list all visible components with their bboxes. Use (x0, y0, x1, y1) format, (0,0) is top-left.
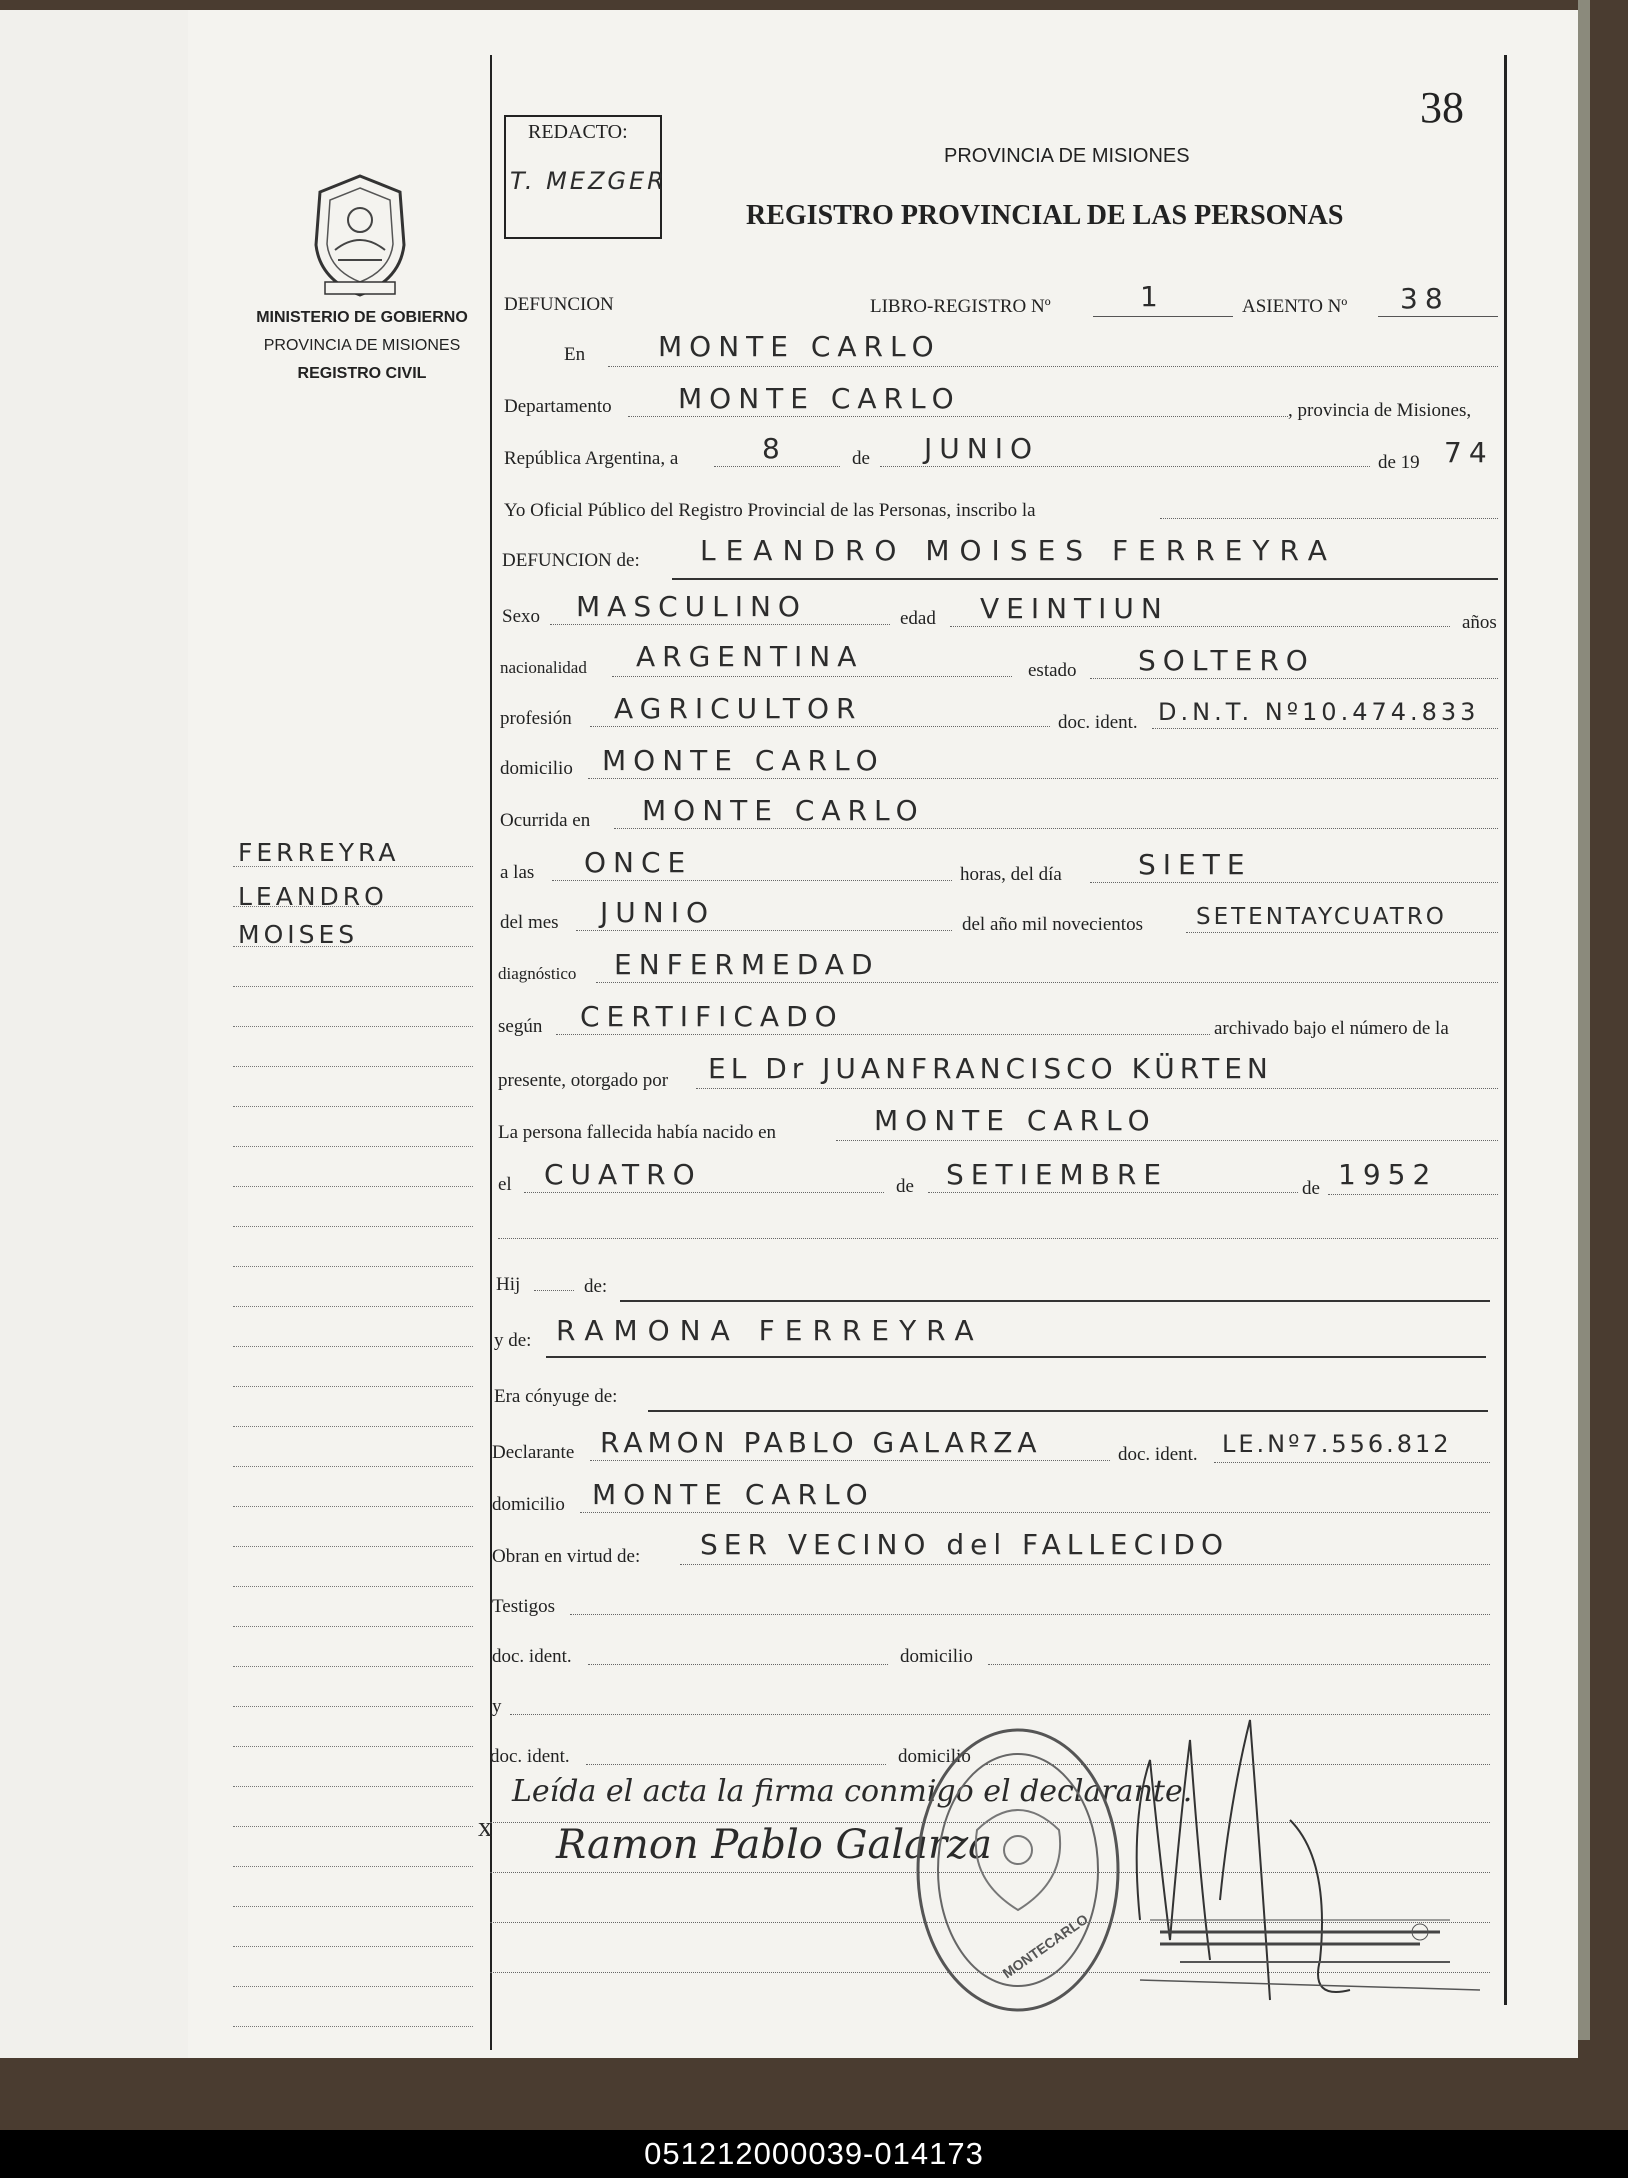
yde-value: RAMONA FERREYRA (556, 1314, 984, 1347)
el-value: CUATRO (544, 1158, 702, 1191)
provincial-seal-icon (300, 170, 420, 300)
doc-ident-value: D.N.T. Nº10.474.833 (1158, 698, 1480, 726)
margin-rule-line (233, 1266, 473, 1267)
de19-label: de 19 (1378, 452, 1420, 473)
sexo-label: Sexo (502, 606, 540, 627)
edad-value: VEINTIUN (980, 592, 1169, 625)
asiento-value: 38 (1400, 282, 1450, 315)
profesion-label: profesión (500, 708, 572, 729)
doc-ident2-label: doc. ident. (492, 1646, 572, 1667)
libro-value: 1 (1140, 280, 1165, 313)
de3-value: 1952 (1338, 1158, 1438, 1191)
departamento-label: Departamento (504, 396, 612, 417)
margin-rule-line (233, 1146, 473, 1147)
a-las-value: ONCE (584, 846, 693, 879)
margin-rule-line (233, 1346, 473, 1347)
nacido-label: La persona fallecida había nacido en (498, 1122, 776, 1143)
defuncion-de-label: DEFUNCION de: (502, 550, 640, 571)
archivado-label: archivado bajo el número de la (1214, 1018, 1449, 1039)
margin-rule-line (233, 1866, 473, 1867)
nacionalidad-value: ARGENTINA (636, 640, 864, 673)
margin-rule-line (233, 1386, 473, 1387)
margin-rule-line (233, 1546, 473, 1547)
sexo-value: MASCULINO (576, 590, 807, 623)
mark-x-icon: x (478, 1812, 492, 1843)
ministerio-line-1: MINISTERIO DE GOBIERNO (256, 309, 468, 326)
domicilio3-label: domicilio (898, 1746, 971, 1767)
domicilio-label: domicilio (500, 758, 573, 779)
scan-id-text: 051212000039-014173 (644, 2136, 984, 2171)
de3-label: de (1302, 1178, 1320, 1199)
defuncion-title: DEFUNCION (504, 294, 614, 315)
domicilio2-label: domicilio (900, 1646, 973, 1667)
margin-note-line-3: MOISES (238, 920, 359, 949)
conyuge-label: Era cónyuge de: (494, 1386, 618, 1407)
ministerio-line-3: REGISTRO CIVIL (297, 365, 427, 382)
right-rule (1504, 55, 1507, 2005)
redacto-box (504, 115, 667, 239)
margin-rule-line (233, 1506, 473, 1507)
edad-label: edad (900, 608, 936, 629)
margin-rule-line (233, 1706, 473, 1707)
margin-rule-line (233, 1666, 473, 1667)
ocurrida-label: Ocurrida en (500, 810, 591, 831)
defuncion-de-value: LEANDRO MOISES FERREYRA (700, 534, 1337, 567)
ocurrida-value: MONTE CARLO (642, 794, 925, 827)
libro-label: LIBRO-REGISTRO Nº (870, 296, 1051, 317)
declarante-value: RAMON PABLO GALARZA (600, 1426, 1042, 1459)
presente-label: presente, otorgado por (498, 1070, 669, 1091)
margin-rule-line (233, 946, 473, 947)
de2-label: de (896, 1176, 914, 1197)
margin-rule-line (233, 1426, 473, 1427)
anio-value: 74 (1444, 436, 1494, 469)
scan-id-bar (0, 2130, 1628, 2178)
profesion-value: AGRICULTOR (614, 692, 863, 725)
obran-label: Obran en virtud de: (492, 1546, 641, 1567)
margin-rule-line (233, 1106, 473, 1107)
margin-rule-line (233, 1826, 473, 1827)
ministerio-block (232, 304, 492, 388)
el-label: el (498, 1174, 512, 1195)
a-las-label: a las (500, 862, 535, 883)
margin-rule-line (233, 1026, 473, 1027)
domicilio-value: MONTE CARLO (602, 744, 885, 777)
margin-note-line-1: FERREYRA (238, 838, 400, 867)
yde-label: y de: (494, 1330, 532, 1351)
margin-rule-line (233, 1586, 473, 1587)
hij-label: Hij (496, 1274, 521, 1295)
left-page (0, 10, 190, 2058)
margin-note-line-2: LEANDRO (238, 882, 388, 911)
margin-rule-line (233, 2026, 473, 2027)
en-label: En (564, 344, 586, 365)
margin-rule-line (233, 1946, 473, 1947)
margin-rule-line (233, 1466, 473, 1467)
presente-value: EL Dr JUANFRANCISCO KÜRTEN (708, 1052, 1273, 1085)
doc-ident-label: doc. ident. (1058, 712, 1138, 733)
margin-rule-line (233, 1066, 473, 1067)
nacido-value: MONTE CARLO (874, 1104, 1157, 1137)
diagnostico-value: ENFERMEDAD (614, 948, 880, 981)
margin-rule-line (233, 906, 473, 907)
del-mes-label: del mes (500, 912, 559, 933)
de2-value: SETIEMBRE (946, 1158, 1169, 1191)
redacto-name: T. MEZGER (510, 167, 667, 195)
en-value: MONTE CARLO (658, 330, 941, 363)
del-anio-value: SETENTAYCUATRO (1196, 904, 1447, 930)
de-label: de (852, 448, 870, 469)
diagnostico-label: diagnóstico (498, 964, 577, 983)
declarante-doc-label: doc. ident. (1118, 1444, 1198, 1465)
segun-label: según (498, 1016, 543, 1037)
official-stamp (907, 1720, 1129, 2020)
book-edge (1578, 0, 1590, 2040)
margin-rule-line (233, 1906, 473, 1907)
hij-de-label: de: (584, 1276, 608, 1297)
margin-rule-line (233, 1226, 473, 1227)
obran-value: SER VECINO del FALLECIDO (700, 1528, 1230, 1561)
republica-label: República Argentina, a (504, 448, 679, 469)
margin-rule-line (233, 1626, 473, 1627)
asiento-label: ASIENTO Nº (1242, 296, 1348, 317)
anos-label: años (1462, 612, 1497, 633)
handwritten-closing-note: Leída el acta la firma conmigo el declarante. (512, 1774, 1193, 1809)
margin-rule-line (233, 866, 473, 867)
estado-label: estado (1028, 660, 1077, 681)
official-signature (1120, 1700, 1500, 2040)
declarante-label: Declarante (492, 1442, 575, 1463)
ministerio-line-2: PROVINCIA DE MISIONES (263, 337, 461, 354)
declarante-signature: Ramon Pablo Galarza (556, 1822, 993, 1868)
del-anio-label: del año mil novecientos (962, 914, 1143, 935)
margin-rule-line (233, 1306, 473, 1307)
del-mes-value: JUNIO (600, 896, 715, 929)
departamento-value: MONTE CARLO (678, 382, 961, 415)
yo-oficial-label: Yo Oficial Público del Registro Provincial de las Personas, inscribo la (504, 500, 1036, 521)
declarante-doc-value: LE.Nº7.556.812 (1222, 1430, 1452, 1458)
declarante-dom-label: domicilio (492, 1494, 565, 1515)
margin-rule-line (233, 1986, 473, 1987)
margin-rule-line (233, 1786, 473, 1787)
y-label: y (492, 1696, 502, 1717)
margin-rule-line (233, 1746, 473, 1747)
header-province: PROVINCIA DE MISIONES (944, 145, 1190, 167)
redacto-label: REDACTO: (528, 121, 628, 143)
provincia-label: , provincia de Misiones, (1288, 400, 1472, 421)
nacionalidad-label: nacionalidad (500, 658, 587, 677)
doc-ident3-label: doc. ident. (490, 1746, 570, 1767)
stamp-center-text: MONTECARLO (999, 1910, 1091, 1982)
segun-value: CERTIFICADO (580, 1000, 844, 1033)
margin-rule-line (233, 1186, 473, 1187)
horas-label: horas, del día (960, 864, 1062, 885)
estado-value: SOLTERO (1138, 644, 1315, 677)
margin-rule-line (233, 986, 473, 987)
mes-value: JUNIO (924, 432, 1039, 465)
horas-value: SIETE (1138, 848, 1252, 881)
dia-value: 8 (762, 432, 787, 465)
header-registry: REGISTRO PROVINCIAL DE LAS PERSONAS (746, 200, 1344, 231)
declarante-dom-value: MONTE CARLO (592, 1478, 875, 1511)
page-number: 38 (1420, 83, 1464, 132)
testigos-label: Testigos (492, 1596, 556, 1617)
